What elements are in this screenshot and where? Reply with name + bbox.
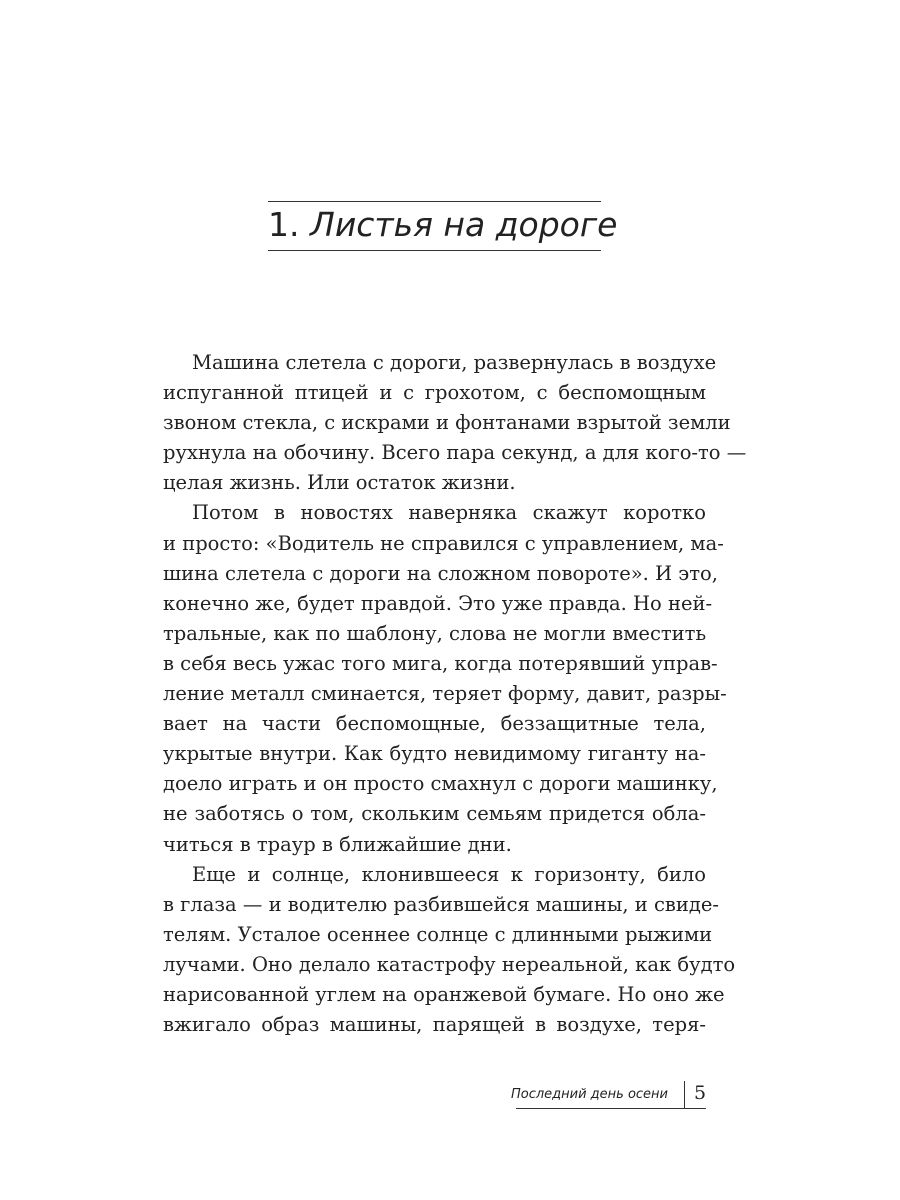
text-line: вжигало образ машины, парящей в воздухе, теря- — [163, 1013, 706, 1037]
text-line: целая жизнь. Или остаток жизни. — [163, 471, 516, 495]
page-number: 5 — [694, 1082, 707, 1104]
text-line: вает на части беспомощные, беззащитные тела, — [163, 712, 706, 736]
text-line: Еще и солнце, клонившееся к горизонту, било — [192, 862, 706, 886]
text-line: читься в траур в ближайшие дни. — [163, 832, 512, 856]
text-line: нарисованной углем на оранжевой бумаге. Но оно же — [163, 982, 725, 1006]
footer-divider — [684, 1081, 685, 1108]
text-line: и просто: «Водитель не справился с управлением, ма- — [163, 531, 724, 555]
text-line: лучами. Оно делало катастрофу нереальной, как будто — [163, 952, 736, 976]
chapter-number: 1. — [268, 205, 300, 244]
text-line: конечно же, будет правдой. Это уже правда. Но ней- — [163, 591, 713, 615]
text-line: шина слетела с дороги на сложном повороте». И это, — [163, 561, 718, 585]
chapter-title-block — [268, 201, 618, 251]
text-line: телям. Усталое осеннее солнце с длинными рыжими — [163, 922, 713, 946]
text-line: звоном стекла, с искрами и фонтанами взрытой земли — [163, 411, 731, 435]
text-line: Потом в новостях наверняка скажут коротко — [192, 501, 706, 525]
text-line: укрытые внутри. Как будто невидимому гиганту на- — [163, 742, 706, 766]
text-line: в глаза — и водителю разбившейся машины, и свиде- — [163, 892, 719, 916]
chapter-name: Листья на дороге — [310, 205, 618, 244]
text-line: испуганной птицей и с грохотом, с беспомощным — [163, 381, 706, 405]
running-head: Последний день осени — [510, 1087, 668, 1102]
text-line: Машина слетела с дороги, развернулась в воздухе — [192, 351, 717, 374]
chapter-title — [268, 204, 618, 246]
text-line: в себя весь ужас того мига, когда потерявший управ- — [163, 651, 718, 675]
page-footer — [510, 1081, 707, 1109]
text-line: доело играть и он просто смахнул с дороги машинку, — [163, 772, 718, 796]
text-line: рухнула на обочину. Всего пара секунд, а для кого-то — — [163, 441, 747, 465]
body-text — [163, 348, 747, 1040]
text-line: не заботясь о том, скольким семьям придется обла- — [163, 802, 706, 826]
text-line: ление металл сминается, теряет форму, давит, разры- — [163, 682, 727, 706]
text-line: тральные, как по шаблону, слова не могли вместить — [163, 621, 707, 645]
